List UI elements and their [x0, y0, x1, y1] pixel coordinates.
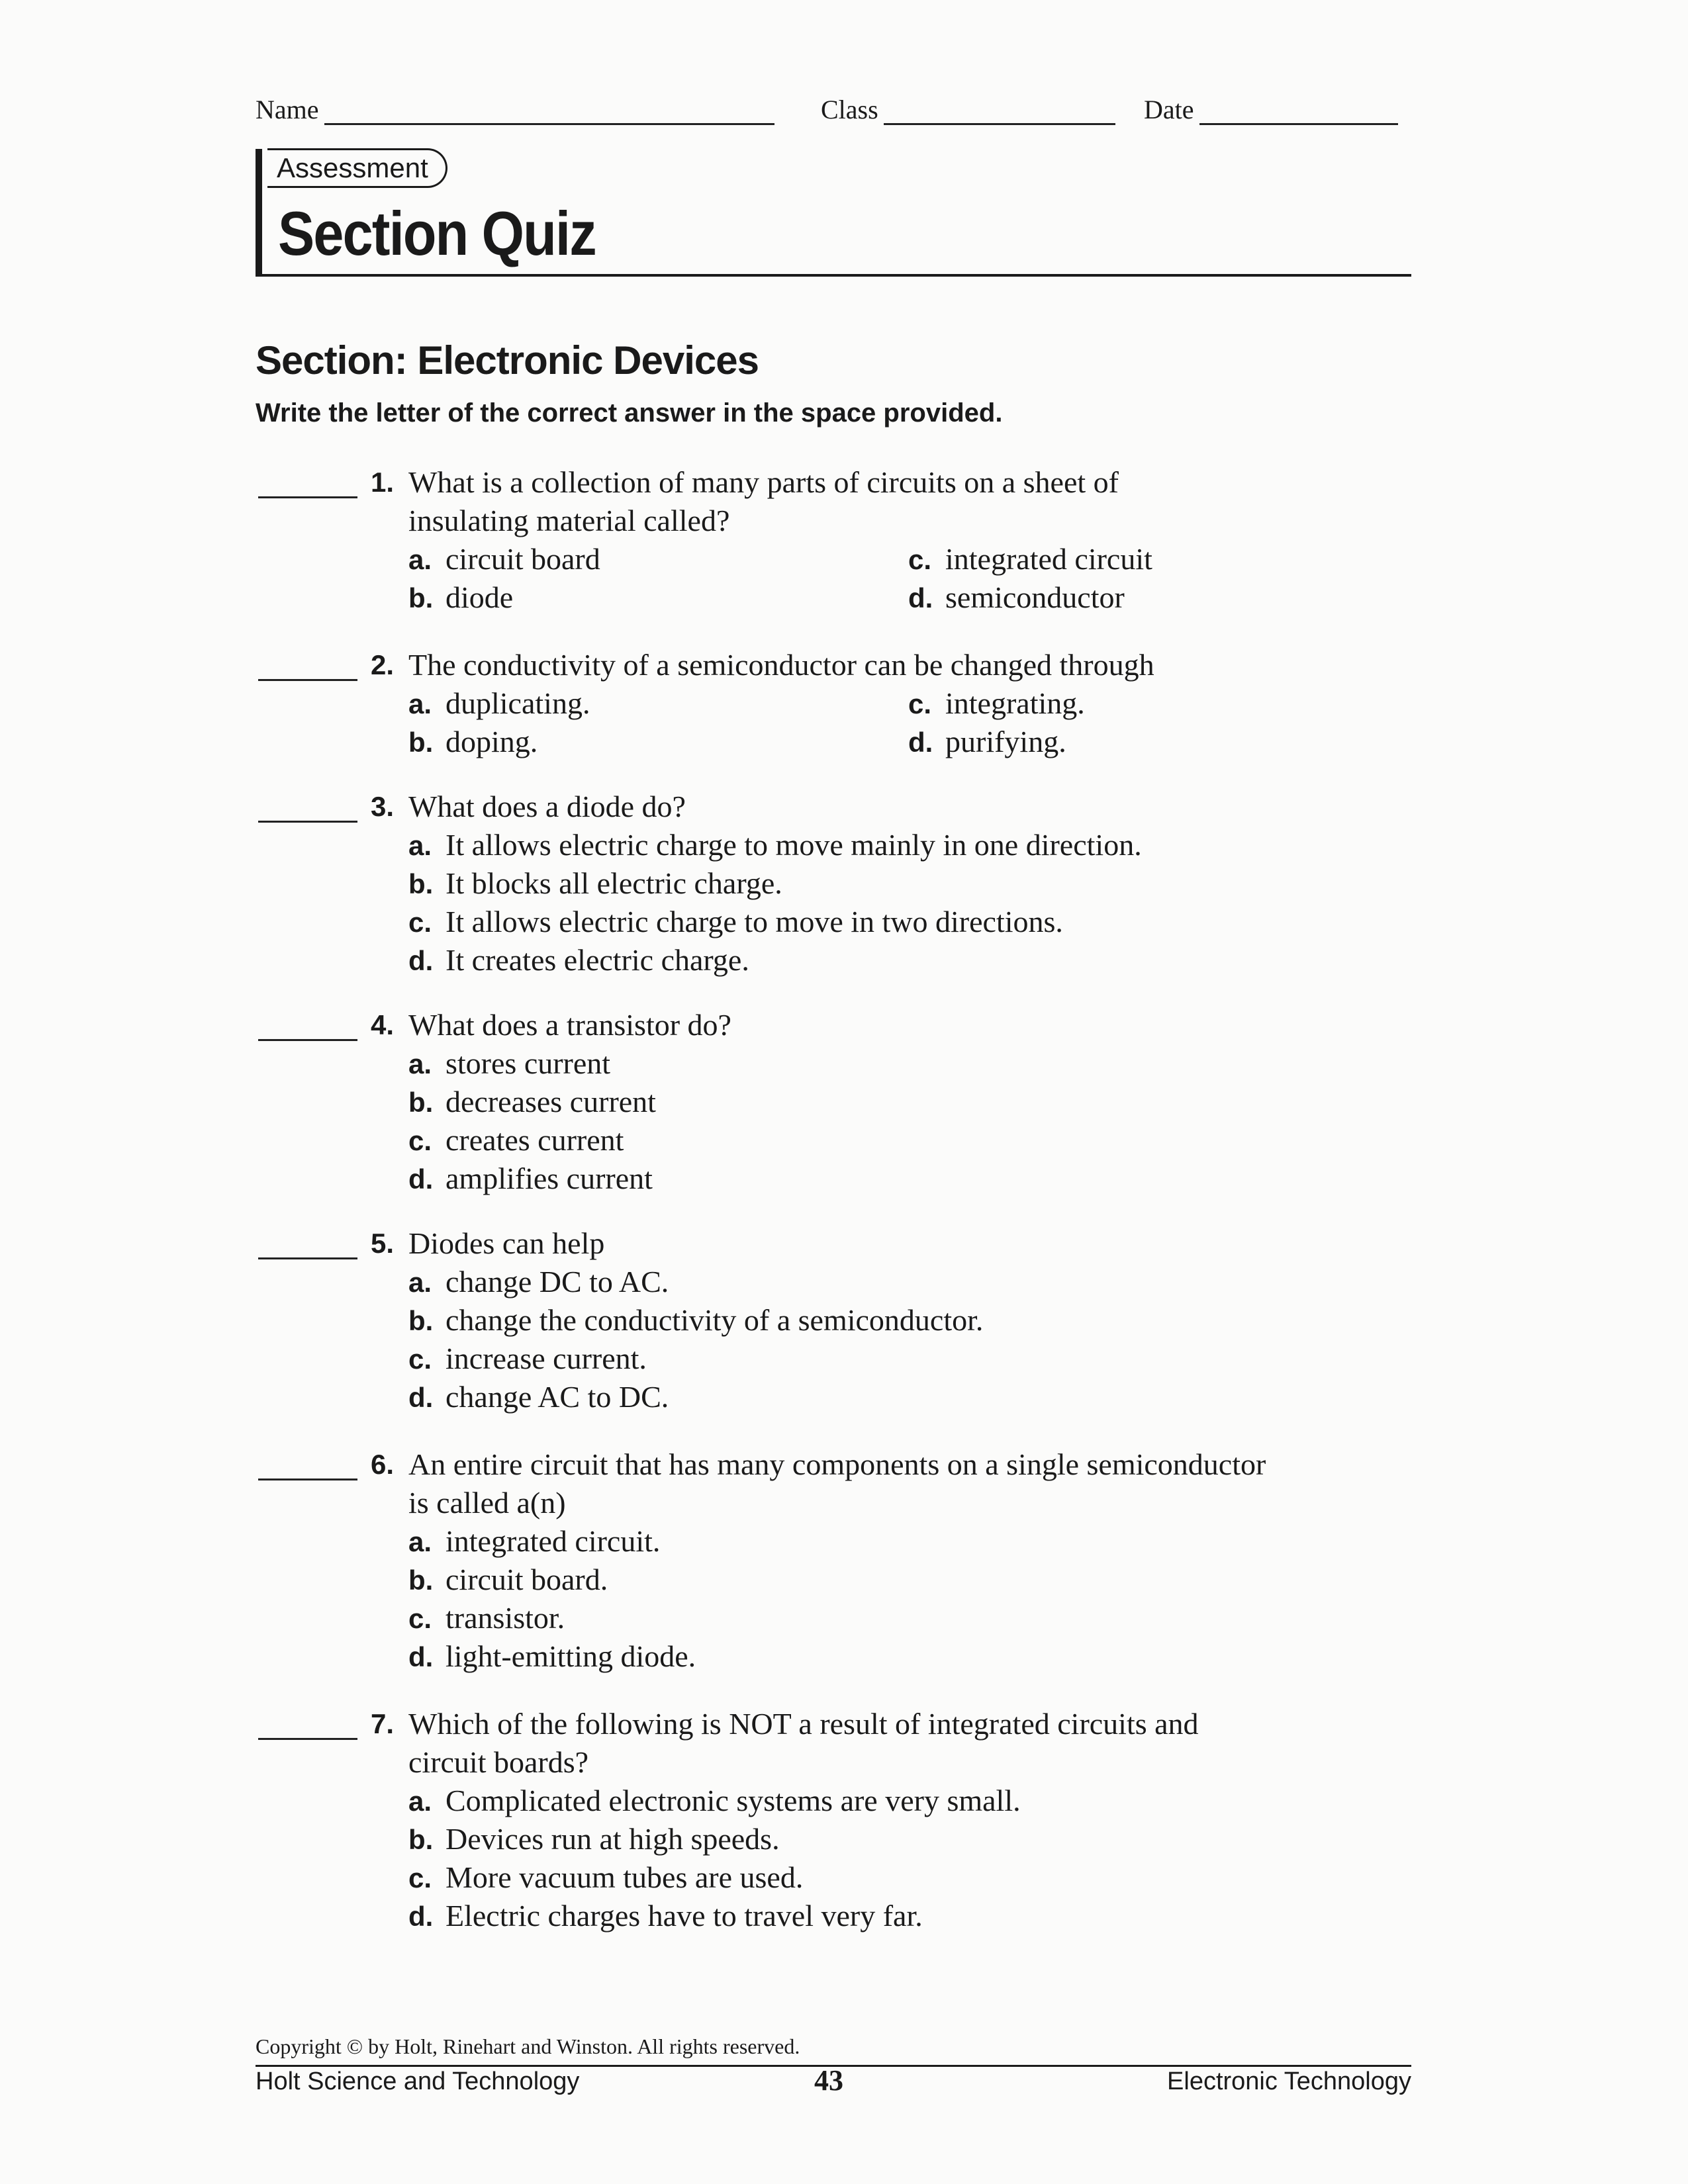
class-field[interactable]	[821, 94, 1115, 125]
page-title: Section Quiz	[278, 199, 596, 268]
stem-line: insulating material called?	[408, 504, 730, 537]
name-label: Name	[256, 95, 319, 124]
answer-blank-7[interactable]	[258, 1738, 357, 1740]
option-d[interactable]: d. semiconductor	[908, 580, 1125, 614]
option-c[interactable]: c. integrating.	[908, 686, 1085, 720]
question-number: 3.	[371, 791, 395, 822]
option-c[interactable]: c. More vacuum tubes are used.	[408, 1860, 804, 1894]
option-c[interactable]: c. transistor.	[408, 1601, 565, 1635]
name-field[interactable]	[256, 94, 774, 125]
question-stem	[408, 788, 1415, 826]
question-number: 6.	[371, 1449, 395, 1480]
stem-line: What does a diode do?	[408, 790, 686, 823]
question-stem	[408, 646, 1415, 684]
option-d[interactable]: d. Electric charges have to travel very far.	[408, 1899, 923, 1933]
option-d[interactable]: d. amplifies current	[408, 1161, 653, 1195]
date-line[interactable]	[1199, 103, 1398, 125]
stem-line: The conductivity of a semiconductor can be changed through	[408, 648, 1154, 682]
title-accent-bar	[256, 149, 262, 275]
option-b[interactable]: b. circuit board.	[408, 1563, 608, 1596]
instructions: Write the letter of the correct answer in the space provided.	[256, 398, 1003, 428]
option-c[interactable]: c. It allows electric charge to move in two directions.	[408, 905, 1063, 938]
question-number: 1.	[371, 467, 395, 498]
options	[408, 826, 1428, 979]
page-number: 43	[814, 2064, 843, 2097]
date-field[interactable]	[1144, 94, 1398, 125]
option-c[interactable]: c. integrated circuit	[908, 542, 1152, 576]
option-d[interactable]: d. purifying.	[908, 725, 1066, 758]
option-b[interactable]: b. It blocks all electric charge.	[408, 866, 782, 900]
option-b[interactable]: b. decreases current	[408, 1085, 656, 1118]
date-label: Date	[1144, 95, 1194, 124]
question-stem	[408, 1006, 1415, 1044]
option-a[interactable]: a. change DC to AC.	[408, 1265, 669, 1298]
question-number: 5.	[371, 1228, 395, 1259]
answer-blank-3[interactable]	[258, 821, 357, 823]
options	[408, 1263, 1428, 1416]
option-b[interactable]: b. doping.	[408, 725, 538, 758]
answer-blank-1[interactable]	[258, 496, 357, 498]
option-a[interactable]: a. circuit board	[408, 542, 600, 576]
name-line[interactable]	[324, 103, 774, 125]
options	[408, 1782, 1428, 1935]
option-a[interactable]: a. It allows electric charge to move mainly in one direction.	[408, 828, 1142, 862]
option-b[interactable]: b. Devices run at high speeds.	[408, 1822, 780, 1856]
section-heading: Section: Electronic Devices	[256, 338, 759, 383]
stem-line: circuit boards?	[408, 1745, 589, 1779]
question-number: 7.	[371, 1708, 395, 1739]
options	[408, 1044, 1428, 1198]
question-stem	[408, 463, 1415, 540]
question-stem	[408, 1224, 1415, 1263]
answer-blank-4[interactable]	[258, 1039, 357, 1041]
option-a[interactable]: a. Complicated electronic systems are very small.	[408, 1784, 1021, 1817]
answer-blank-5[interactable]	[258, 1257, 357, 1259]
option-d[interactable]: d. light-emitting diode.	[408, 1639, 696, 1673]
title-divider	[256, 274, 1411, 277]
option-c[interactable]: c. creates current	[408, 1123, 624, 1157]
footer-chapter-title: Electronic Technology	[1167, 2068, 1411, 2095]
stem-line: What is a collection of many parts of circuits on a sheet of	[408, 465, 1119, 499]
options	[408, 1522, 1428, 1676]
option-d[interactable]: d. It creates electric charge.	[408, 943, 749, 977]
option-d[interactable]: d. change AC to DC.	[408, 1380, 669, 1414]
option-b[interactable]: b. diode	[408, 580, 514, 614]
stem-line: Diodes can help	[408, 1226, 605, 1260]
stem-line: Which of the following is NOT a result of integrated circuits and	[408, 1707, 1199, 1741]
answer-blank-2[interactable]	[258, 679, 357, 681]
class-label: Class	[821, 95, 878, 124]
assessment-tag: Assessment	[267, 148, 447, 188]
stem-line: What does a transistor do?	[408, 1008, 731, 1042]
copyright-notice: Copyright © by Holt, Rinehart and Winston. All rights reserved.	[256, 2034, 800, 2058]
stem-line: is called a(n)	[408, 1486, 566, 1520]
question-stem	[408, 1705, 1415, 1782]
option-b[interactable]: b. change the conductivity of a semiconductor.	[408, 1303, 984, 1337]
question-stem	[408, 1445, 1415, 1522]
option-a[interactable]: a. integrated circuit.	[408, 1524, 661, 1558]
footer-book-title: Holt Science and Technology	[256, 2068, 580, 2095]
question-number: 2.	[371, 649, 395, 680]
option-a[interactable]: a. stores current	[408, 1046, 611, 1080]
question-number: 4.	[371, 1009, 395, 1040]
class-line[interactable]	[884, 103, 1115, 125]
stem-line: An entire circuit that has many components on a single semiconductor	[408, 1447, 1266, 1481]
option-a[interactable]: a. duplicating.	[408, 686, 590, 720]
answer-blank-6[interactable]	[258, 1479, 357, 1480]
option-c[interactable]: c. increase current.	[408, 1342, 647, 1375]
